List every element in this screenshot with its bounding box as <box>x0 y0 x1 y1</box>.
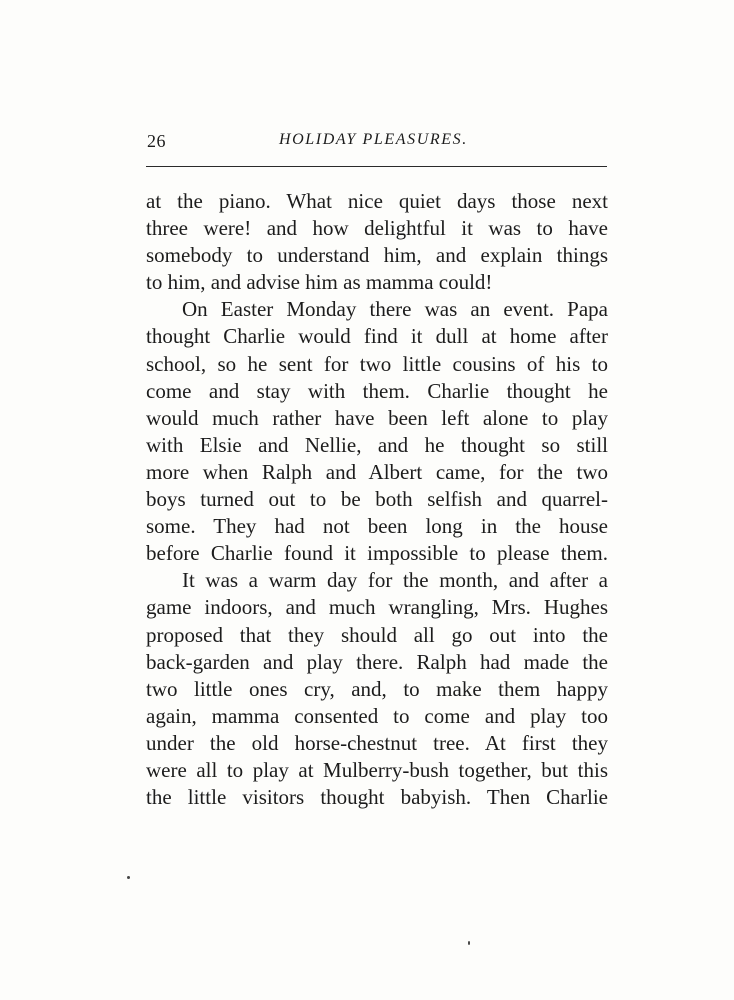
paragraph-end-line: before Charlie found it impossible to please them. <box>146 541 608 566</box>
text-line: the little visitors thought babyish. Then Charlie <box>146 785 608 810</box>
text-line: thought Charlie would find it dull at home after <box>146 324 608 349</box>
text-line: would much rather have been left alone to play <box>146 405 608 430</box>
paper-speck <box>468 941 470 945</box>
paragraph-end-line: to him, and advise him as mamma could! <box>146 270 493 295</box>
text-line: boys turned out to be both selfish and quarrel- <box>146 487 608 512</box>
text-line: somebody to understand him, and explain things <box>146 243 608 268</box>
text-line: at the piano. What nice quiet days those next <box>146 189 608 213</box>
text-line: school, so he sent for two little cousins of his to <box>146 351 608 376</box>
body-text <box>146 188 608 811</box>
paragraph-start-line: It was a warm day for the month, and after a <box>182 568 608 593</box>
text-line: three were! and how delightful it was to have <box>146 216 608 241</box>
text-line: some. They had not been long in the house <box>146 514 608 539</box>
text-line: with Elsie and Nellie, and he thought so still <box>146 432 608 457</box>
text-line: under the old horse-chestnut tree. At first they <box>146 730 608 755</box>
text-line: again, mamma consented to come and play too <box>146 703 608 728</box>
header-rule <box>146 166 607 167</box>
text-line: proposed that they should all go out into the <box>146 622 608 647</box>
text-line: two little ones cry, and, to make them happy <box>146 676 608 701</box>
text-line: come and stay with them. Charlie thought he <box>146 378 608 403</box>
running-header <box>147 131 607 155</box>
text-line: back-garden and play there. Ralph had made the <box>146 649 608 674</box>
paragraph-start-line: On Easter Monday there was an event. Papa <box>182 297 608 322</box>
text-line: more when Ralph and Albert came, for the two <box>146 459 608 484</box>
running-title: HOLIDAY PLEASURES. <box>279 131 468 148</box>
text-line: game indoors, and much wrangling, Mrs. Hughes <box>146 595 608 620</box>
text-line: were all to play at Mulberry-bush together, but this <box>146 757 608 782</box>
page-number: 26 <box>147 131 166 151</box>
paper-speck <box>127 876 130 879</box>
